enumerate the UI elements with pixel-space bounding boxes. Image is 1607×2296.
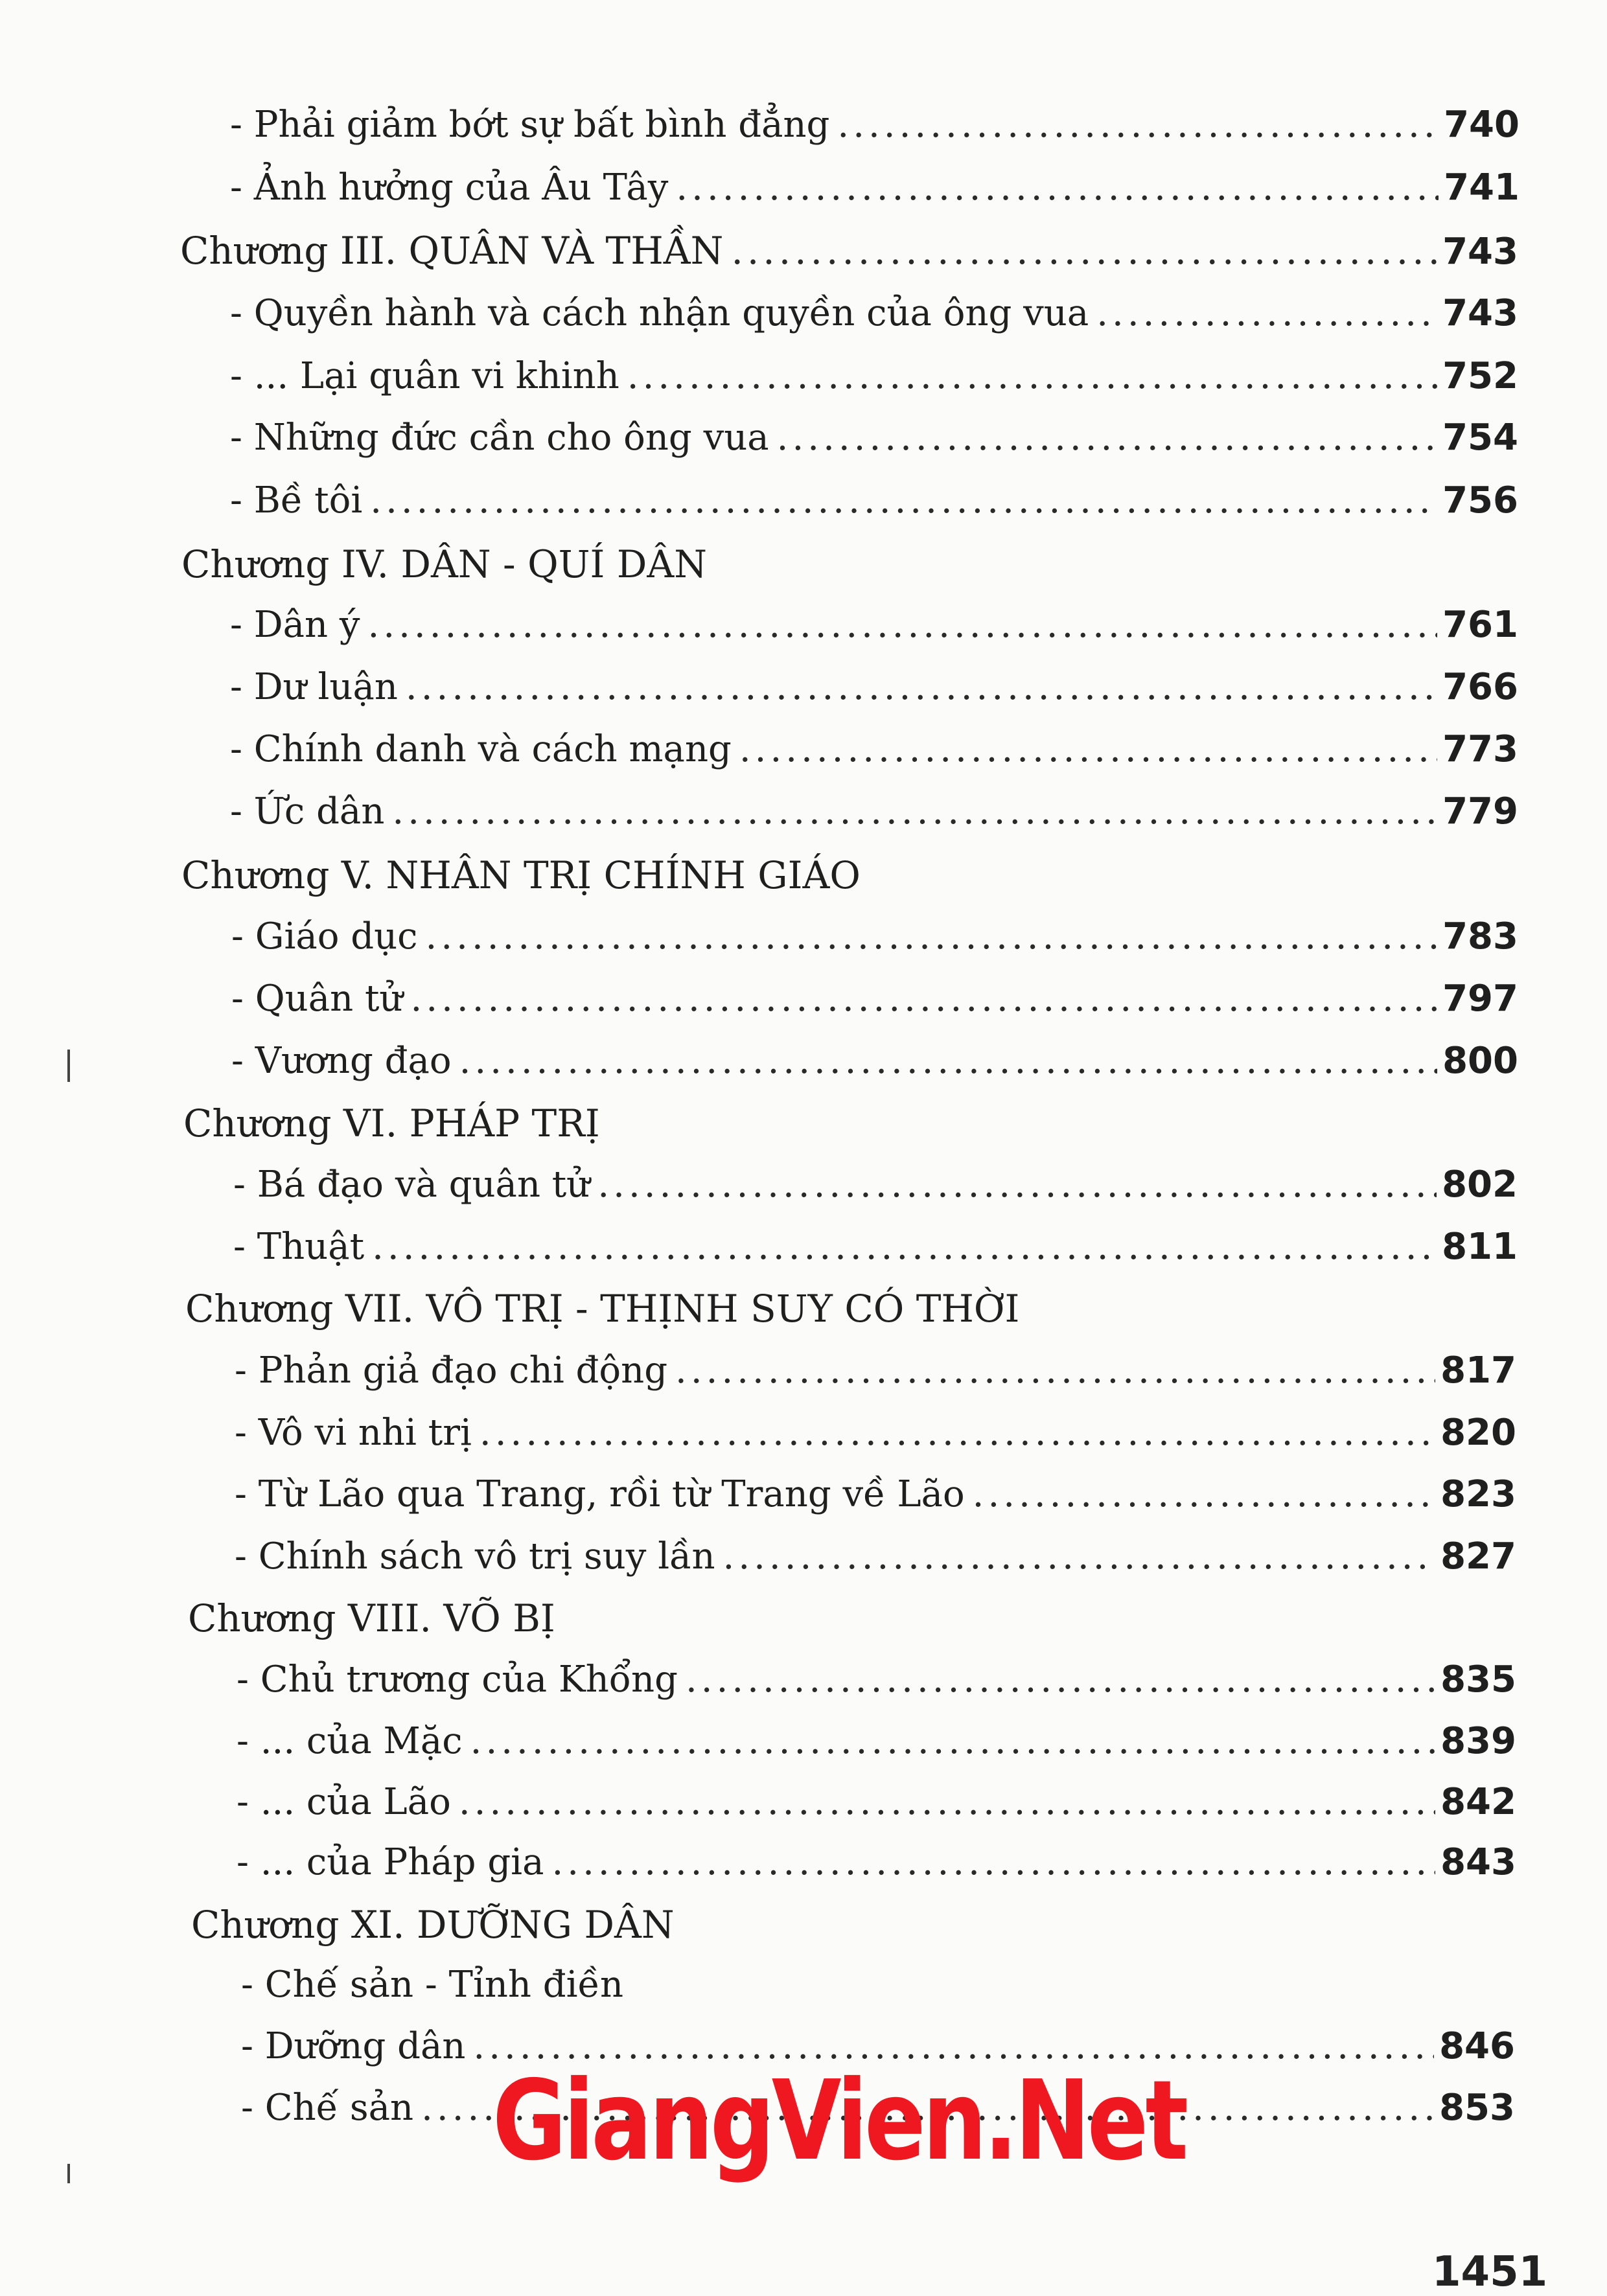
toc-page-number: 820 <box>1440 1412 1516 1454</box>
toc-item <box>230 790 1518 832</box>
toc-page-number: 741 <box>1444 166 1520 209</box>
toc-item <box>241 1964 624 2006</box>
toc-item <box>235 1473 1516 1515</box>
toc-item-title: - Chính sách vô trị suy lần <box>235 1535 715 1578</box>
toc-item <box>233 1226 1518 1268</box>
dot-leader <box>731 232 1437 270</box>
dot-leader <box>368 607 1438 643</box>
scan-margin-mark <box>67 1050 70 1082</box>
toc-item-title: - Dưỡng dân <box>241 2025 466 2067</box>
toc-item-title: - Chủ trương của Khổng <box>237 1659 678 1701</box>
toc-chapter <box>185 1287 1020 1331</box>
toc-item-title: - Từ Lão qua Trang, rồi từ Trang về Lão <box>235 1473 965 1515</box>
scan-margin-mark <box>67 2164 70 2183</box>
toc-page-number: 835 <box>1440 1659 1516 1701</box>
toc-page-number: 827 <box>1440 1535 1516 1578</box>
toc-item <box>235 1535 1516 1578</box>
toc-page-number: 802 <box>1442 1164 1518 1206</box>
toc-chapter-title: Chương XI. DƯỠNG DÂN <box>191 1903 675 1947</box>
dot-leader <box>459 1043 1437 1079</box>
dot-leader <box>551 1844 1435 1881</box>
toc-chapter <box>183 1101 600 1145</box>
dot-leader <box>973 1476 1435 1513</box>
toc-chapter <box>181 542 707 586</box>
toc-item <box>230 604 1518 646</box>
toc-item <box>230 479 1518 522</box>
toc-page-number: 800 <box>1442 1040 1518 1082</box>
toc-chapter <box>191 1903 675 1947</box>
toc-item <box>230 355 1518 397</box>
toc-item <box>230 666 1518 708</box>
toc-item-title: - Ức dân <box>230 790 385 832</box>
toc-page-number: 839 <box>1440 1720 1516 1762</box>
dot-leader <box>686 1662 1435 1698</box>
toc-item-title: - Quân tử <box>231 978 403 1020</box>
dot-leader <box>392 794 1437 830</box>
toc-page-number: 843 <box>1440 1841 1516 1883</box>
toc-item-title: - Phải giảm bớt sự bất bình đẳng <box>230 104 830 146</box>
toc-chapter <box>188 1596 555 1640</box>
toc-page-number: 740 <box>1444 104 1520 146</box>
toc-chapter-title: Chương VII. VÔ TRỊ - THỊNH SUY CÓ THỜI <box>185 1287 1020 1331</box>
toc-chapter-title: Chương VIII. VÕ BỊ <box>188 1596 555 1640</box>
dot-leader <box>480 1415 1435 1451</box>
toc-page-number: 842 <box>1440 1781 1516 1823</box>
toc-item <box>231 978 1518 1020</box>
dot-leader <box>723 1539 1436 1575</box>
toc-page-number: 797 <box>1442 978 1518 1020</box>
toc-item-title: - ... Lại quân vi khinh <box>230 355 619 397</box>
toc-item-title: - Bá đạo và quân tử <box>233 1164 590 1206</box>
toc-page-number: 766 <box>1442 666 1518 708</box>
toc-item-title: - Phản giả đạo chi động <box>235 1349 668 1392</box>
toc-item <box>230 417 1518 459</box>
toc-item-title: - Chế sản - Tỉnh điền <box>241 1964 624 2006</box>
toc-item-title: - Chính danh và cách mạng <box>230 728 732 770</box>
page-number: 1451 <box>1432 2248 1548 2296</box>
dot-leader <box>777 420 1437 456</box>
toc-page-number: 743 <box>1442 292 1518 334</box>
toc-page-number: 743 <box>1442 231 1518 273</box>
dot-leader <box>411 981 1438 1017</box>
dot-leader <box>675 1353 1435 1389</box>
toc-page-number: 773 <box>1442 728 1518 770</box>
dot-leader <box>459 1784 1435 1820</box>
toc-item-title: - ... của Lão <box>237 1781 451 1823</box>
toc-page-number: 823 <box>1440 1473 1516 1515</box>
dot-leader <box>597 1167 1437 1203</box>
toc-page-number: 754 <box>1442 417 1518 459</box>
toc-page-number: 846 <box>1439 2025 1515 2067</box>
dot-leader <box>837 107 1439 143</box>
toc-item <box>230 166 1520 209</box>
dot-leader <box>426 919 1438 955</box>
toc-page-number: 783 <box>1442 915 1518 958</box>
toc-item-title: - Thuật <box>233 1226 365 1268</box>
toc-item-title: - Chế sản <box>241 2087 414 2129</box>
toc-item <box>230 292 1518 334</box>
toc-page-number: 811 <box>1442 1226 1518 1268</box>
toc-page-number: 756 <box>1442 479 1518 522</box>
toc-item <box>237 1659 1516 1701</box>
toc-item-title: - Quyền hành và cách nhận quyền của ông vua <box>230 292 1089 334</box>
toc-item-title: - Giáo dục <box>231 915 418 958</box>
toc-page-number: 779 <box>1442 790 1518 832</box>
toc-item-title: - Dư luận <box>230 666 398 708</box>
toc-chapter-title: Chương V. NHÂN TRỊ CHÍNH GIÁO <box>181 853 861 897</box>
toc-item <box>237 1781 1516 1823</box>
toc-item-title: - Ảnh hưởng của Âu Tây <box>230 166 669 209</box>
watermark-text: GiangVien.Net <box>492 2057 1186 2185</box>
toc-item-title: - ... của Mặc <box>237 1720 463 1762</box>
toc-item-title: - Vương đạo <box>231 1040 452 1082</box>
dot-leader <box>372 1229 1437 1265</box>
dot-leader <box>470 1723 1435 1760</box>
toc-item <box>235 1349 1516 1392</box>
toc-page-number: 817 <box>1440 1349 1516 1392</box>
toc-item-title: - Bề tôi <box>230 479 363 522</box>
toc-item-title: - Những đức cần cho ông vua <box>230 417 769 459</box>
dot-leader <box>370 483 1437 519</box>
toc-item-title: - Dân ý <box>230 604 360 646</box>
toc-item <box>235 1412 1516 1454</box>
toc-item-title: - ... của Pháp gia <box>237 1841 544 1883</box>
toc-item <box>231 915 1518 958</box>
toc-item <box>237 1841 1516 1883</box>
dot-leader <box>1096 295 1437 332</box>
toc-item <box>233 1164 1518 1206</box>
toc-chapter <box>180 229 1518 273</box>
toc-item-title: - Vô vi nhi trị <box>235 1412 472 1454</box>
toc-chapter-title: Chương VI. PHÁP TRỊ <box>183 1101 600 1145</box>
toc-page-number: 761 <box>1442 604 1518 646</box>
dot-leader <box>627 358 1437 395</box>
toc-chapter <box>181 853 861 897</box>
toc-chapter-title: Chương IV. DÂN - QUÍ DÂN <box>181 542 707 586</box>
toc-item <box>231 1040 1518 1082</box>
toc-page-number: 853 <box>1439 2087 1515 2129</box>
toc-item <box>230 104 1520 146</box>
toc-item <box>237 1720 1516 1762</box>
dot-leader <box>739 731 1437 768</box>
dot-leader <box>676 170 1439 206</box>
dot-leader <box>406 669 1437 706</box>
toc-item <box>230 728 1518 770</box>
toc-chapter-title: Chương III. QUÂN VÀ THẦN <box>180 229 724 273</box>
toc-page-number: 752 <box>1442 355 1518 397</box>
